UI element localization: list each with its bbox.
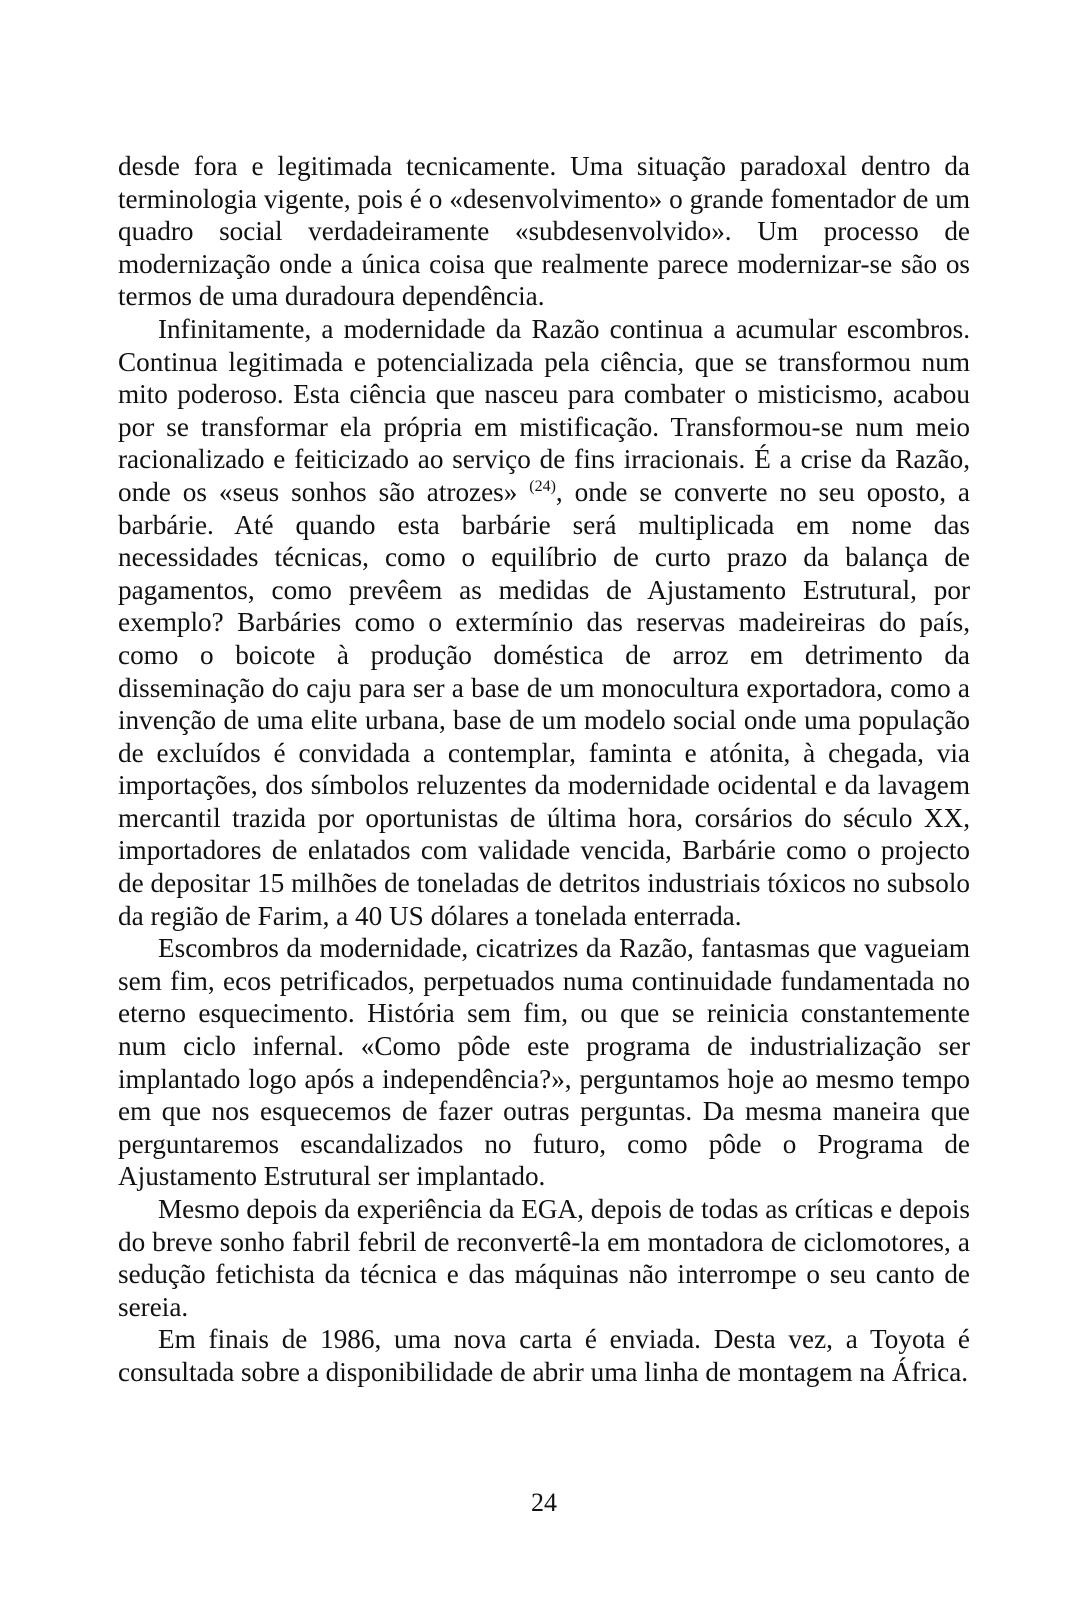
paragraph-2: [118, 313, 970, 932]
paragraph-4: Mesmo depois da experiência da EGA, depois de todas as críticas e depois do breve sonho fabril febril de reconvertê-la em montadora de ciclomotores, a sedução fetichista da técnica e das máquinas não interrompe o seu canto de sereia.: [118, 1194, 970, 1322]
paragraph-1: desde fora e legitimada tecnicamente. Uma situação paradoxal dentro da terminologia vigente, pois é o «desenvolvimento» o grande fomentador de um quadro social verdadeiramente «subdesenvolvido». Um processo de modernização onde a única coisa que realmente parece modernizar-se são os termos de uma duradoura dependência.: [118, 151, 970, 312]
page-number: 24: [531, 1488, 557, 1517]
paragraph-2-text-start: Infinitamente, a modernidade da Razão continua a acumular escombros. Continua legitimada e potencializada pela ciência, que se transformou num mito poderoso. Esta ciência que nasceu para combater o misticismo, acabou por se transformar ela própria em mistificação. Transformou-se num meio racionalizado e feiticizado ao serviço de fins irracionais. É a crise da Razão, onde os «seus sonhos são atrozes»: [118, 313, 970, 507]
page-body: [118, 150, 970, 1389]
footnote-reference: (24): [529, 477, 556, 495]
paragraph-5: Em finais de 1986, uma nova carta é enviada. Desta vez, a Toyota é consultada sobre a disponibilidade de abrir uma linha de montagem na África.: [118, 1324, 970, 1387]
paragraph-3: Escombros da modernidade, cicatrizes da Razão, fantasmas que vagueiam sem fim, ecos petrificados, perpetuados numa continuidade fundamentada no eterno esquecimento. História sem fim, ou que se reinicia constantemente num ciclo infernal. «Como pôde este programa de industrialização ser implantado logo após a independência?», perguntamos hoje ao mesmo tempo em que nos esquecemos de fazer outras perguntas. Da mesma maneira que perguntaremos escandalizados no futuro, como pôde o Programa de Ajustamento Estrutural ser implantado.: [118, 933, 970, 1192]
paragraph-2-text-end: , onde se converte no seu oposto, a barbárie. Até quando esta barbárie será multiplicada em nome das necessidades técnicas, como o equilíbrio de curto prazo da balança de pagamentos, como prevêem as medidas de Ajustamento Estrutural, por exemplo? Barbáries como o extermínio das reservas madeireiras do país, como o boicote à produção doméstica de arroz em detrimento da disseminação do caju para ser a base de um monocultura exportadora, como a invenção de uma elite urbana, base de um modelo social onde uma população de excluídos é convidada a contemplar, faminta e atónita, à chegada, via importações, dos símbolos reluzentes da modernidade ocidental e da lavagem mercantil trazida por oportunistas de última hora, corsários do século XX, importadores de enlatados com validade vencida, Barbárie como o projecto de depositar 15 milhões de toneladas de detritos industriais tóxicos no subsolo da região de Farim, a 40 US dólares a tonelada enterrada.: [118, 476, 970, 931]
